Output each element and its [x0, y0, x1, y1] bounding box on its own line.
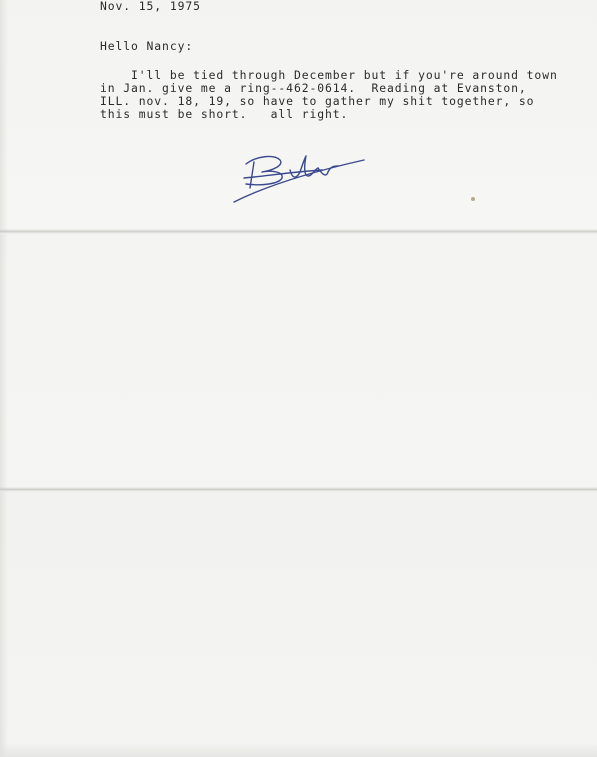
handwritten-signature	[232, 148, 372, 206]
letter-body-line: I'll be tied through December but if you're around town	[100, 68, 558, 82]
letter-body-line: this must be short. all right.	[100, 107, 349, 121]
paper-fold-lower	[0, 487, 597, 493]
letter-date: Nov. 15, 1975	[100, 0, 201, 13]
letter-body-line: ILL. nov. 18, 19, so have to gather my shit together, so	[100, 94, 535, 108]
paper-bottom-edge	[0, 743, 597, 757]
letter-body-line: in Jan. give me a ring--462-0614. Reading at Evanston,	[100, 81, 527, 95]
letter-greeting: Hello Nancy:	[100, 39, 194, 53]
paper-edge	[0, 0, 8, 757]
paper-fold-upper	[0, 229, 597, 235]
paper-stain	[471, 197, 475, 201]
